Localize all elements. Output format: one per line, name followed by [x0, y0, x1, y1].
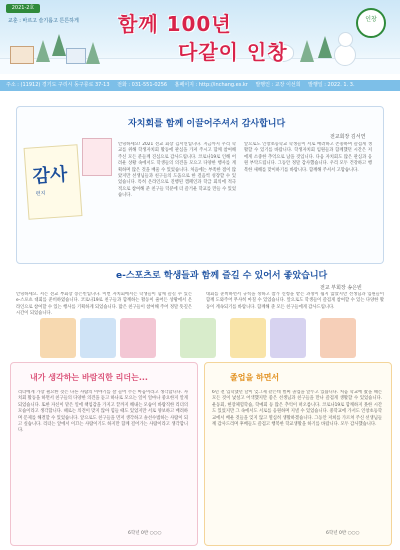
- thanks-heading: 자치회를 함께 이끌어주셔서 감사합니다: [128, 119, 286, 129]
- esports-heading: e-스포츠로 학생들과 함께 즐길 수 있어서 좋았습니다: [116, 271, 328, 281]
- esports-body-col2: 대회를 준비하면서 규칙을 정하고 참가 신청을 받는 과정이 쉽지 않았지만 선생님과 임원들이 함께 도와주어 무사히 마칠 수 있었습니다. 앞으로도 학생들이 즐겁게 참여할 수 있는 다양한 활동이 계속되기를 바랍니다. 함께해 준 모든 친구들에게 감사드립니다.: [206, 292, 384, 310]
- pine-tree-icon: [86, 42, 100, 64]
- student-photo: [120, 318, 156, 358]
- graduation-heading: 졸업을 하면서: [230, 373, 280, 382]
- newsletter-header: [0, 0, 400, 74]
- newsletter-title-line1: 함께 100년: [118, 12, 232, 36]
- house-icon: [10, 46, 34, 64]
- graduation-signature: 6학년 0반 ○○○: [326, 531, 360, 536]
- phone-text: 전화 : 031-551-0256: [117, 82, 168, 88]
- info-bar: [0, 80, 400, 91]
- thanks-byline: 전교회장 김서연: [330, 134, 366, 140]
- snowman-icon: [334, 44, 356, 66]
- letter-small-text: 편지: [35, 190, 46, 198]
- pine-tree-icon: [36, 40, 50, 62]
- esports-byline: 전교 부회장 송은빈: [320, 285, 362, 291]
- snowman-head: [338, 32, 353, 47]
- gift-photo: [82, 138, 112, 176]
- school-motto: 교훈 : 바르고 슬기롭고 튼튼하게: [8, 18, 79, 24]
- graduation-body: 6년 전 입학했던 날이 엊그제 같은데 벌써 졸업을 앞두고 있습니다. 처음 학교에 왔을 때는 모든 것이 낯설고 어색했지만 좋은 선생님과 친구들을 만나 즐겁게 생활할 수 있었습니다. 운동회, 현장체험학습, 학예회 등 많은 추억이 떠오릅니다. 코로나19로 함께하지 못한 시간도 있었지만 그 속에서도 서로를 응원하며 지낼 수 있었습니다. 중학교에 가서도 인창초등학교에서 배운 것들을 잊지 않고 열심히 생활하겠습니다. 그동안 저희를 가르쳐 주신 선생님들께 감사드리며 후배들도 즐겁고 행복한 학교생활을 하기를 바랍니다. 모두 감사했습니다.: [212, 390, 382, 428]
- pine-tree-icon: [300, 40, 314, 62]
- leader-heading: 내가 생각하는 바람직한 리더는...: [30, 373, 148, 382]
- newsletter-title-line2: 다같이 인창: [178, 40, 288, 64]
- pine-tree-icon: [318, 36, 332, 58]
- letter-big-text: 감사: [31, 164, 69, 188]
- esports-body-col1: 안녕하세요. 저는 전교 부회장 송은빈입니다. 이번 자치회에서는 학생들이 함께 즐길 수 있는 e-스포츠 대회를 준비하였습니다. 코로나19로 친구들과 함께하는 활동이 줄어든 상황에서 온라인으로 참여할 수 있는 행사를 기획하게 되었습니다. 많은 친구들이 참여해 주어 정말 뜻깊은 시간이 되었습니다.: [16, 292, 192, 316]
- house-icon: [66, 48, 86, 64]
- decoration-row: [0, 318, 400, 358]
- thanks-body-col2: 앞으로도 인창초등학교 학생들이 서로 배려하고 존중하며 즐겁게 생활할 수 있기를 바랍니다. 학생자치회 임원들과 함께했던 시간은 저에게 소중한 추억으로 남을 것입니다. 다음 자치회도 많은 관심과 응원 부탁드립니다. 그동안 정말 감사했습니다. 우리 모두 건강하고 행복한 새해를 맞이하기를 바랍니다. 함께해 주셔서 고맙습니다.: [244, 142, 372, 173]
- student-photo: [180, 318, 216, 358]
- school-emblem: 인창: [356, 8, 386, 38]
- leader-body: 리더에게 가장 필요한 것은 다른 사람의 이야기를 잘 들어 주는 마음이라고 생각합니다. 자치회 활동을 하면서 친구들의 다양한 의견을 듣고 하나로 모으는 일이 얼마나 중요한지 알게 되었습니다. 또한 자신이 맡은 일에 책임감을 가지고 끝까지 해내는 모습이 바람직한 리더의 모습이라고 생각합니다. 때로는 의견이 맞지 않아 힘들 때도 있었지만 서로 양보하고 배려하며 문제를 해결할 수 있었습니다. 앞으로도 친구들을 먼저 생각하고 솔선수범하는 사람이 되고 싶습니다. 리더는 앞에서 이끄는 사람이기도 하지만 함께 걸어가는 사람이라고 생각합니다.: [18, 390, 188, 434]
- homepage-text: 홈페이지 : http://inchang.es.kr: [174, 82, 248, 88]
- address-text: 주소 : (11912) 경기도 구리시 동구릉로 37-13: [6, 82, 110, 88]
- student-photo: [270, 318, 306, 358]
- student-photo: [80, 318, 116, 358]
- student-photo: [320, 318, 356, 358]
- thank-you-letter-photo: [24, 144, 83, 220]
- student-photo: [230, 318, 266, 358]
- issue-date: 발행일 : 2022. 1. 3.: [308, 82, 355, 88]
- student-photo: [40, 318, 76, 358]
- leader-signature: 6학년 0반 ○○○: [128, 531, 162, 536]
- issue-badge: 2021-2호: [6, 4, 40, 13]
- pine-tree-icon: [52, 34, 66, 56]
- thanks-body-col1: 안녕하세요! 2021 전교 회장 김서연입니다. 지금까지 우리 학교를 위해 학생자치회 활동에 관심을 가져 주시고 함께 참여해 주신 모든 분들께 진심으로 감사드립니다. 코로나19로 인해 어려운 상황 속에서도 학생들의 의견을 모으고 다양한 행사를 계획하며 많은 것을 배울 수 있었습니다. 처음에는 부족한 점이 많았지만 선생님들과 친구들의 도움으로 한 걸음씩 성장할 수 있었습니다. 특히 온라인으로 진행된 캠페인과 학급 회의에 적극적으로 참여해 준 친구들 덕분에 더 즐거운 학교를 만들 수 있었습니다.: [118, 142, 236, 199]
- publisher-text: 발행인 : 교장 이선희: [255, 82, 301, 88]
